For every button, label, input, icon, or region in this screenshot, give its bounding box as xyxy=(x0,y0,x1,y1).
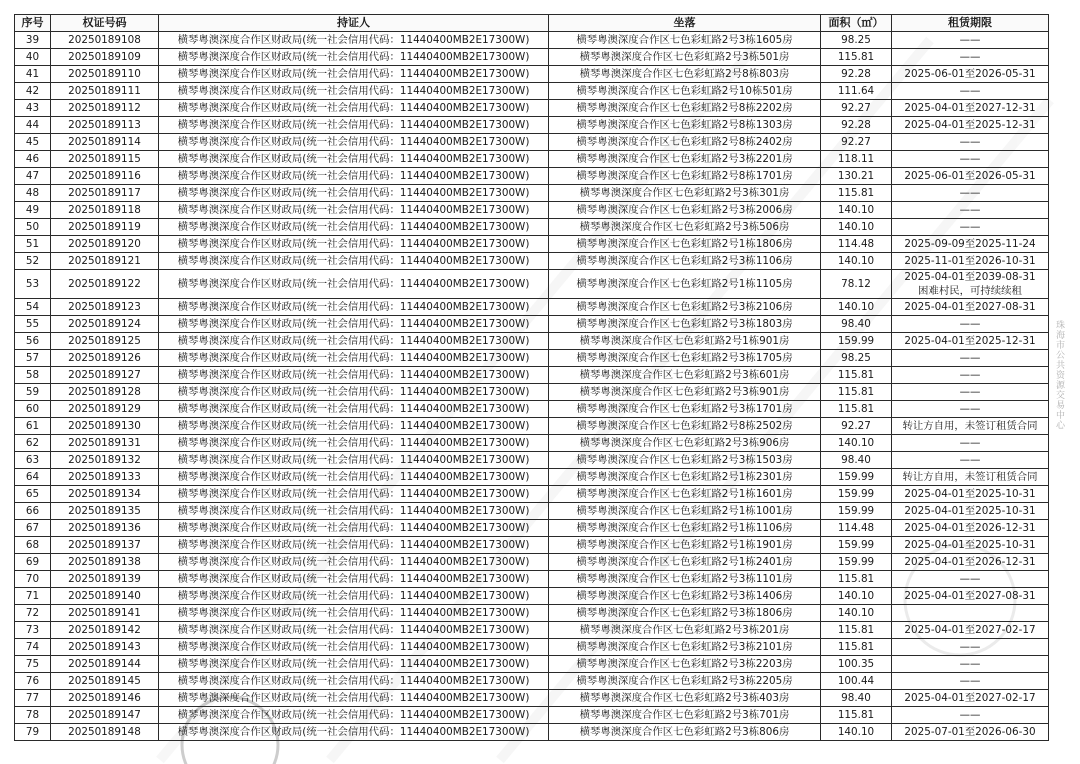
cell-cert-number: 20250189111 xyxy=(51,83,159,100)
table-row xyxy=(15,622,1049,639)
cell-location: 横琴粤澳深度合作区七色彩虹路2号3栋1806房 xyxy=(549,605,821,622)
table-row xyxy=(15,270,1049,299)
cell-area: 114.48 xyxy=(821,236,892,253)
cell-holder: 横琴粤澳深度合作区财政局(统一社会信用代码：11440400MB2E17300W) xyxy=(159,571,549,588)
cell-lease-period: —— xyxy=(892,202,1049,219)
cell-seq: 44 xyxy=(15,117,51,134)
cell-cert-number: 20250189113 xyxy=(51,117,159,134)
cell-holder: 横琴粤澳深度合作区财政局(统一社会信用代码：11440400MB2E17300W) xyxy=(159,367,549,384)
cell-area: 92.27 xyxy=(821,134,892,151)
cell-lease-period: —— xyxy=(892,134,1049,151)
cell-lease-period: 2025-11-01至2026-10-31 xyxy=(892,253,1049,270)
table-row xyxy=(15,690,1049,707)
cell-area: 78.12 xyxy=(821,270,892,299)
cell-lease-period: —— xyxy=(892,452,1049,469)
cell-location: 横琴粤澳深度合作区七色彩虹路2号1栋1601房 xyxy=(549,486,821,503)
table-row xyxy=(15,117,1049,134)
cell-lease-period: 2025-06-01至2026-05-31 xyxy=(892,168,1049,185)
cell-seq: 42 xyxy=(15,83,51,100)
cell-holder: 横琴粤澳深度合作区财政局(统一社会信用代码：11440400MB2E17300W) xyxy=(159,435,549,452)
cell-holder: 横琴粤澳深度合作区财政局(统一社会信用代码：11440400MB2E17300W) xyxy=(159,605,549,622)
cell-lease-period: 2025-04-01至2027-12-31 xyxy=(892,100,1049,117)
cell-seq: 52 xyxy=(15,253,51,270)
table-row xyxy=(15,673,1049,690)
cell-cert-number: 20250189108 xyxy=(51,32,159,49)
cell-location: 横琴粤澳深度合作区七色彩虹路2号3栋1503房 xyxy=(549,452,821,469)
cell-location: 横琴粤澳深度合作区七色彩虹路2号1栋1105房 xyxy=(549,270,821,299)
cell-lease-period: 2025-04-01至2027-02-17 xyxy=(892,690,1049,707)
cell-location: 横琴粤澳深度合作区七色彩虹路2号3栋301房 xyxy=(549,185,821,202)
cell-location: 横琴粤澳深度合作区七色彩虹路2号3栋806房 xyxy=(549,724,821,741)
cell-holder: 横琴粤澳深度合作区财政局(统一社会信用代码：11440400MB2E17300W) xyxy=(159,503,549,520)
cell-cert-number: 20250189110 xyxy=(51,66,159,83)
header-cert-number: 权证号码 xyxy=(51,15,159,32)
cell-area: 140.10 xyxy=(821,299,892,316)
cell-holder: 横琴粤澳深度合作区财政局(统一社会信用代码：11440400MB2E17300W) xyxy=(159,100,549,117)
cell-seq: 55 xyxy=(15,316,51,333)
cell-cert-number: 20250189114 xyxy=(51,134,159,151)
table-row xyxy=(15,299,1049,316)
table-row xyxy=(15,185,1049,202)
cell-cert-number: 20250189131 xyxy=(51,435,159,452)
cell-location: 横琴粤澳深度合作区七色彩虹路2号3栋403房 xyxy=(549,690,821,707)
cell-lease-period: —— xyxy=(892,350,1049,367)
cell-area: 115.81 xyxy=(821,571,892,588)
cell-lease-period: —— xyxy=(892,656,1049,673)
table-row xyxy=(15,100,1049,117)
cell-lease-period: —— xyxy=(892,151,1049,168)
cell-area: 98.25 xyxy=(821,32,892,49)
cell-holder: 横琴粤澳深度合作区财政局(统一社会信用代码：11440400MB2E17300W) xyxy=(159,299,549,316)
cell-lease-period xyxy=(892,605,1049,622)
cell-seq: 51 xyxy=(15,236,51,253)
table-row xyxy=(15,452,1049,469)
cell-seq: 57 xyxy=(15,350,51,367)
side-margin-note: 珠海市公共资源交易中心 xyxy=(1054,320,1064,430)
cell-area: 100.44 xyxy=(821,673,892,690)
cell-area: 92.28 xyxy=(821,117,892,134)
cell-seq: 74 xyxy=(15,639,51,656)
cell-lease-period: —— xyxy=(892,367,1049,384)
cell-location: 横琴粤澳深度合作区七色彩虹路2号8栋2402房 xyxy=(549,134,821,151)
cell-holder: 横琴粤澳深度合作区财政局(统一社会信用代码：11440400MB2E17300W) xyxy=(159,32,549,49)
cell-seq: 41 xyxy=(15,66,51,83)
cell-seq: 43 xyxy=(15,100,51,117)
table-row xyxy=(15,236,1049,253)
table-row xyxy=(15,724,1049,741)
table-row xyxy=(15,253,1049,270)
cell-holder: 横琴粤澳深度合作区财政局(统一社会信用代码：11440400MB2E17300W) xyxy=(159,537,549,554)
cell-holder: 横琴粤澳深度合作区财政局(统一社会信用代码：11440400MB2E17300W) xyxy=(159,202,549,219)
cell-holder: 横琴粤澳深度合作区财政局(统一社会信用代码：11440400MB2E17300W) xyxy=(159,639,549,656)
cell-seq: 39 xyxy=(15,32,51,49)
cell-area: 159.99 xyxy=(821,537,892,554)
cell-seq: 49 xyxy=(15,202,51,219)
cell-cert-number: 20250189122 xyxy=(51,270,159,299)
cell-seq: 67 xyxy=(15,520,51,537)
cell-seq: 66 xyxy=(15,503,51,520)
cell-lease-period: —— xyxy=(892,707,1049,724)
cell-holder: 横琴粤澳深度合作区财政局(统一社会信用代码：11440400MB2E17300W) xyxy=(159,316,549,333)
cell-location: 横琴粤澳深度合作区七色彩虹路2号3栋201房 xyxy=(549,622,821,639)
cell-lease-period: 转让方自用，未签订租赁合同 xyxy=(892,469,1049,486)
table-body xyxy=(15,32,1049,741)
cell-area: 159.99 xyxy=(821,486,892,503)
cell-cert-number: 20250189136 xyxy=(51,520,159,537)
cell-seq: 56 xyxy=(15,333,51,350)
cell-seq: 58 xyxy=(15,367,51,384)
table-row xyxy=(15,32,1049,49)
cell-area: 140.10 xyxy=(821,588,892,605)
cell-location: 横琴粤澳深度合作区七色彩虹路2号3栋501房 xyxy=(549,49,821,66)
cell-holder: 横琴粤澳深度合作区财政局(统一社会信用代码：11440400MB2E17300W) xyxy=(159,117,549,134)
cell-location: 横琴粤澳深度合作区七色彩虹路2号1栋1901房 xyxy=(549,537,821,554)
table-row xyxy=(15,168,1049,185)
table-row xyxy=(15,49,1049,66)
cell-cert-number: 20250189139 xyxy=(51,571,159,588)
table-row xyxy=(15,588,1049,605)
cell-lease-period: 2025-04-01至2025-10-31 xyxy=(892,486,1049,503)
cell-holder: 横琴粤澳深度合作区财政局(统一社会信用代码：11440400MB2E17300W) xyxy=(159,486,549,503)
cell-area: 100.35 xyxy=(821,656,892,673)
cell-area: 98.40 xyxy=(821,452,892,469)
cell-cert-number: 20250189125 xyxy=(51,333,159,350)
cell-cert-number: 20250189138 xyxy=(51,554,159,571)
cell-cert-number: 20250189127 xyxy=(51,367,159,384)
cell-cert-number: 20250189130 xyxy=(51,418,159,435)
cell-location: 横琴粤澳深度合作区七色彩虹路2号3栋506房 xyxy=(549,219,821,236)
table-row xyxy=(15,367,1049,384)
table-row xyxy=(15,503,1049,520)
table-row xyxy=(15,418,1049,435)
table-row xyxy=(15,571,1049,588)
lease-note-line: 困难村民，可持续续租 xyxy=(918,285,1022,297)
cell-area: 130.21 xyxy=(821,168,892,185)
cell-seq: 61 xyxy=(15,418,51,435)
cell-area: 159.99 xyxy=(821,469,892,486)
cell-location: 横琴粤澳深度合作区七色彩虹路2号1栋1001房 xyxy=(549,503,821,520)
cell-cert-number: 20250189143 xyxy=(51,639,159,656)
cell-cert-number: 20250189118 xyxy=(51,202,159,219)
cell-seq: 71 xyxy=(15,588,51,605)
cell-seq: 46 xyxy=(15,151,51,168)
cell-area: 115.81 xyxy=(821,367,892,384)
cell-seq: 65 xyxy=(15,486,51,503)
cell-location: 横琴粤澳深度合作区七色彩虹路2号3栋2106房 xyxy=(549,299,821,316)
cell-cert-number: 20250189129 xyxy=(51,401,159,418)
cell-seq: 47 xyxy=(15,168,51,185)
cell-location: 横琴粤澳深度合作区七色彩虹路2号3栋1701房 xyxy=(549,401,821,418)
cell-area: 114.48 xyxy=(821,520,892,537)
header-seq: 序号 xyxy=(15,15,51,32)
cell-area: 98.40 xyxy=(821,690,892,707)
table-row xyxy=(15,316,1049,333)
cell-area: 92.27 xyxy=(821,100,892,117)
cell-seq: 73 xyxy=(15,622,51,639)
cell-area: 140.10 xyxy=(821,219,892,236)
cell-area: 159.99 xyxy=(821,554,892,571)
cell-location: 横琴粤澳深度合作区七色彩虹路2号3栋1101房 xyxy=(549,571,821,588)
table-header-row xyxy=(15,15,1049,32)
table-row xyxy=(15,333,1049,350)
cell-seq: 64 xyxy=(15,469,51,486)
cell-cert-number: 20250189133 xyxy=(51,469,159,486)
cell-area: 115.81 xyxy=(821,401,892,418)
cell-lease-period: 2025-04-01至2025-12-31 xyxy=(892,117,1049,134)
table-row xyxy=(15,435,1049,452)
cell-seq: 60 xyxy=(15,401,51,418)
cell-cert-number: 20250189148 xyxy=(51,724,159,741)
cell-lease-period: —— xyxy=(892,32,1049,49)
cell-location: 横琴粤澳深度合作区七色彩虹路2号1栋901房 xyxy=(549,333,821,350)
cell-holder: 横琴粤澳深度合作区财政局(统一社会信用代码：11440400MB2E17300W) xyxy=(159,236,549,253)
cell-area: 92.28 xyxy=(821,66,892,83)
cell-seq: 48 xyxy=(15,185,51,202)
cell-location: 横琴粤澳深度合作区七色彩虹路2号8栋1303房 xyxy=(549,117,821,134)
cell-lease-period: 2025-04-01至2026-12-31 xyxy=(892,520,1049,537)
cell-area: 115.81 xyxy=(821,49,892,66)
cell-holder: 横琴粤澳深度合作区财政局(统一社会信用代码：11440400MB2E17300W) xyxy=(159,151,549,168)
cell-lease-period: 2025-04-01至2025-10-31 xyxy=(892,503,1049,520)
cell-cert-number: 20250189128 xyxy=(51,384,159,401)
cell-location: 横琴粤澳深度合作区七色彩虹路2号3栋906房 xyxy=(549,435,821,452)
cell-cert-number: 20250189134 xyxy=(51,486,159,503)
cell-location: 横琴粤澳深度合作区七色彩虹路2号8栋2502房 xyxy=(549,418,821,435)
cell-cert-number: 20250189124 xyxy=(51,316,159,333)
cell-seq: 70 xyxy=(15,571,51,588)
cell-location: 横琴粤澳深度合作区七色彩虹路2号1栋2401房 xyxy=(549,554,821,571)
cell-seq: 54 xyxy=(15,299,51,316)
cell-lease-period: —— xyxy=(892,219,1049,236)
cell-holder: 横琴粤澳深度合作区财政局(统一社会信用代码：11440400MB2E17300W) xyxy=(159,690,549,707)
cell-area: 115.81 xyxy=(821,622,892,639)
table-row xyxy=(15,401,1049,418)
cell-location: 横琴粤澳深度合作区七色彩虹路2号3栋601房 xyxy=(549,367,821,384)
cell-seq: 72 xyxy=(15,605,51,622)
cell-holder: 横琴粤澳深度合作区财政局(统一社会信用代码：11440400MB2E17300W) xyxy=(159,83,549,100)
cell-lease-period: 2025-04-01至2025-10-31 xyxy=(892,537,1049,554)
cell-seq: 76 xyxy=(15,673,51,690)
cell-seq: 78 xyxy=(15,707,51,724)
cell-cert-number: 20250189121 xyxy=(51,253,159,270)
cell-location: 横琴粤澳深度合作区七色彩虹路2号8栋2202房 xyxy=(549,100,821,117)
cell-location: 横琴粤澳深度合作区七色彩虹路2号3栋1605房 xyxy=(549,32,821,49)
cell-lease-period: —— xyxy=(892,571,1049,588)
cell-seq: 68 xyxy=(15,537,51,554)
table-row xyxy=(15,486,1049,503)
cell-location: 横琴粤澳深度合作区七色彩虹路2号3栋901房 xyxy=(549,384,821,401)
cell-location: 横琴粤澳深度合作区七色彩虹路2号3栋2201房 xyxy=(549,151,821,168)
cell-holder: 横琴粤澳深度合作区财政局(统一社会信用代码：11440400MB2E17300W) xyxy=(159,333,549,350)
cell-lease-period: 2025-04-01至2026-12-31 xyxy=(892,554,1049,571)
cell-cert-number: 20250189141 xyxy=(51,605,159,622)
cell-area: 115.81 xyxy=(821,185,892,202)
table-row xyxy=(15,151,1049,168)
cell-holder: 横琴粤澳深度合作区财政局(统一社会信用代码：11440400MB2E17300W) xyxy=(159,384,549,401)
cell-cert-number: 20250189120 xyxy=(51,236,159,253)
cell-holder: 横琴粤澳深度合作区财政局(统一社会信用代码：11440400MB2E17300W) xyxy=(159,168,549,185)
cell-lease-period: —— xyxy=(892,316,1049,333)
cell-cert-number: 20250189146 xyxy=(51,690,159,707)
cell-location: 横琴粤澳深度合作区七色彩虹路2号10栋501房 xyxy=(549,83,821,100)
cell-location: 横琴粤澳深度合作区七色彩虹路2号1栋1806房 xyxy=(549,236,821,253)
table-row xyxy=(15,554,1049,571)
cell-holder: 横琴粤澳深度合作区财政局(统一社会信用代码：11440400MB2E17300W) xyxy=(159,134,549,151)
cell-seq: 77 xyxy=(15,690,51,707)
cell-holder: 横琴粤澳深度合作区财政局(统一社会信用代码：11440400MB2E17300W) xyxy=(159,554,549,571)
cell-seq: 69 xyxy=(15,554,51,571)
cell-seq: 75 xyxy=(15,656,51,673)
cell-holder: 横琴粤澳深度合作区财政局(统一社会信用代码：11440400MB2E17300W) xyxy=(159,588,549,605)
table-row xyxy=(15,469,1049,486)
cell-seq: 59 xyxy=(15,384,51,401)
table-row xyxy=(15,520,1049,537)
cell-location: 横琴粤澳深度合作区七色彩虹路2号3栋1705房 xyxy=(549,350,821,367)
table-row xyxy=(15,605,1049,622)
cell-cert-number: 20250189145 xyxy=(51,673,159,690)
cell-location: 横琴粤澳深度合作区七色彩虹路2号3栋2006房 xyxy=(549,202,821,219)
cell-cert-number: 20250189147 xyxy=(51,707,159,724)
cell-area: 159.99 xyxy=(821,503,892,520)
cell-area: 140.10 xyxy=(821,253,892,270)
cell-location: 横琴粤澳深度合作区七色彩虹路2号3栋1106房 xyxy=(549,253,821,270)
cell-cert-number: 20250189132 xyxy=(51,452,159,469)
cell-location: 横琴粤澳深度合作区七色彩虹路2号3栋2205房 xyxy=(549,673,821,690)
cell-holder: 横琴粤澳深度合作区财政局(统一社会信用代码：11440400MB2E17300W) xyxy=(159,66,549,83)
cell-seq: 63 xyxy=(15,452,51,469)
cell-location: 横琴粤澳深度合作区七色彩虹路2号8栋1701房 xyxy=(549,168,821,185)
lease-period-line: 2025-04-01至2039-08-31 xyxy=(904,271,1036,283)
cell-cert-number: 20250189119 xyxy=(51,219,159,236)
cell-area: 115.81 xyxy=(821,707,892,724)
cell-area: 118.11 xyxy=(821,151,892,168)
table-row xyxy=(15,707,1049,724)
table-row xyxy=(15,134,1049,151)
cell-cert-number: 20250189135 xyxy=(51,503,159,520)
cell-area: 159.99 xyxy=(821,333,892,350)
cell-holder: 横琴粤澳深度合作区财政局(统一社会信用代码：11440400MB2E17300W) xyxy=(159,469,549,486)
cell-cert-number: 20250189126 xyxy=(51,350,159,367)
cell-lease-period xyxy=(892,270,1049,299)
cell-lease-period: —— xyxy=(892,673,1049,690)
cell-cert-number: 20250189117 xyxy=(51,185,159,202)
cell-holder: 横琴粤澳深度合作区财政局(统一社会信用代码：11440400MB2E17300W) xyxy=(159,656,549,673)
cell-holder: 横琴粤澳深度合作区财政局(统一社会信用代码：11440400MB2E17300W) xyxy=(159,520,549,537)
cell-lease-period: 2025-06-01至2026-05-31 xyxy=(892,66,1049,83)
table-row xyxy=(15,537,1049,554)
cell-lease-period: —— xyxy=(892,384,1049,401)
cell-holder: 横琴粤澳深度合作区财政局(统一社会信用代码：11440400MB2E17300W) xyxy=(159,622,549,639)
cell-area: 140.10 xyxy=(821,605,892,622)
cell-holder: 横琴粤澳深度合作区财政局(统一社会信用代码：11440400MB2E17300W) xyxy=(159,253,549,270)
cell-lease-period: —— xyxy=(892,435,1049,452)
cell-area: 92.27 xyxy=(821,418,892,435)
cell-lease-period: 2025-04-01至2027-08-31 xyxy=(892,588,1049,605)
cell-cert-number: 20250189123 xyxy=(51,299,159,316)
cell-location: 横琴粤澳深度合作区七色彩虹路2号3栋701房 xyxy=(549,707,821,724)
table-row xyxy=(15,639,1049,656)
cell-area: 98.40 xyxy=(821,316,892,333)
cell-holder: 横琴粤澳深度合作区财政局(统一社会信用代码：11440400MB2E17300W) xyxy=(159,350,549,367)
cell-area: 140.10 xyxy=(821,724,892,741)
cell-lease-period: 2025-07-01至2026-06-30 xyxy=(892,724,1049,741)
cell-location: 横琴粤澳深度合作区七色彩虹路2号3栋2203房 xyxy=(549,656,821,673)
cell-holder: 横琴粤澳深度合作区财政局(统一社会信用代码：11440400MB2E17300W) xyxy=(159,270,549,299)
cell-lease-period: —— xyxy=(892,83,1049,100)
cell-cert-number: 20250189137 xyxy=(51,537,159,554)
cell-area: 115.81 xyxy=(821,384,892,401)
cell-lease-period: —— xyxy=(892,49,1049,66)
cell-holder: 横琴粤澳深度合作区财政局(统一社会信用代码：11440400MB2E17300W) xyxy=(159,724,549,741)
cell-holder: 横琴粤澳深度合作区财政局(统一社会信用代码：11440400MB2E17300W) xyxy=(159,401,549,418)
cell-cert-number: 20250189140 xyxy=(51,588,159,605)
cell-seq: 45 xyxy=(15,134,51,151)
header-area: 面积（㎡） xyxy=(821,15,892,32)
header-holder: 持证人 xyxy=(159,15,549,32)
cell-seq: 53 xyxy=(15,270,51,299)
cell-lease-period: —— xyxy=(892,185,1049,202)
cell-lease-period: —— xyxy=(892,639,1049,656)
cell-location: 横琴粤澳深度合作区七色彩虹路2号1栋2301房 xyxy=(549,469,821,486)
table-row xyxy=(15,83,1049,100)
header-lease-period: 租赁期限 xyxy=(892,15,1049,32)
cell-lease-period: 2025-09-09至2025-11-24 xyxy=(892,236,1049,253)
cell-lease-period: 2025-04-01至2027-08-31 xyxy=(892,299,1049,316)
property-table xyxy=(14,14,1049,741)
cell-area: 98.25 xyxy=(821,350,892,367)
cell-area: 140.10 xyxy=(821,435,892,452)
table-row xyxy=(15,350,1049,367)
cell-holder: 横琴粤澳深度合作区财政局(统一社会信用代码：11440400MB2E17300W) xyxy=(159,452,549,469)
cell-cert-number: 20250189144 xyxy=(51,656,159,673)
cell-lease-period: 转让方自用，未签订租赁合同 xyxy=(892,418,1049,435)
cell-seq: 79 xyxy=(15,724,51,741)
cell-area: 115.81 xyxy=(821,639,892,656)
cell-location: 横琴粤澳深度合作区七色彩虹路2号3栋1406房 xyxy=(549,588,821,605)
cell-location: 横琴粤澳深度合作区七色彩虹路2号3栋1803房 xyxy=(549,316,821,333)
cell-cert-number: 20250189142 xyxy=(51,622,159,639)
cell-lease-period: —— xyxy=(892,401,1049,418)
cell-cert-number: 20250189112 xyxy=(51,100,159,117)
cell-holder: 横琴粤澳深度合作区财政局(统一社会信用代码：11440400MB2E17300W) xyxy=(159,673,549,690)
cell-holder: 横琴粤澳深度合作区财政局(统一社会信用代码：11440400MB2E17300W) xyxy=(159,418,549,435)
table-row xyxy=(15,656,1049,673)
cell-cert-number: 20250189109 xyxy=(51,49,159,66)
cell-location: 横琴粤澳深度合作区七色彩虹路2号1栋1106房 xyxy=(549,520,821,537)
cell-seq: 50 xyxy=(15,219,51,236)
cell-cert-number: 20250189116 xyxy=(51,168,159,185)
cell-holder: 横琴粤澳深度合作区财政局(统一社会信用代码：11440400MB2E17300W) xyxy=(159,219,549,236)
cell-location: 横琴粤澳深度合作区七色彩虹路2号8栋803房 xyxy=(549,66,821,83)
table-row xyxy=(15,384,1049,401)
cell-holder: 横琴粤澳深度合作区财政局(统一社会信用代码：11440400MB2E17300W) xyxy=(159,707,549,724)
header-location: 坐落 xyxy=(549,15,821,32)
cell-area: 111.64 xyxy=(821,83,892,100)
cell-holder: 横琴粤澳深度合作区财政局(统一社会信用代码：11440400MB2E17300W) xyxy=(159,185,549,202)
cell-holder: 横琴粤澳深度合作区财政局(统一社会信用代码：11440400MB2E17300W) xyxy=(159,49,549,66)
cell-location: 横琴粤澳深度合作区七色彩虹路2号3栋2101房 xyxy=(549,639,821,656)
cell-lease-period: 2025-04-01至2027-02-17 xyxy=(892,622,1049,639)
cell-cert-number: 20250189115 xyxy=(51,151,159,168)
cell-lease-period: 2025-04-01至2025-12-31 xyxy=(892,333,1049,350)
cell-area: 140.10 xyxy=(821,202,892,219)
table-row xyxy=(15,202,1049,219)
cell-seq: 40 xyxy=(15,49,51,66)
table-row xyxy=(15,66,1049,83)
table-row xyxy=(15,219,1049,236)
cell-seq: 62 xyxy=(15,435,51,452)
